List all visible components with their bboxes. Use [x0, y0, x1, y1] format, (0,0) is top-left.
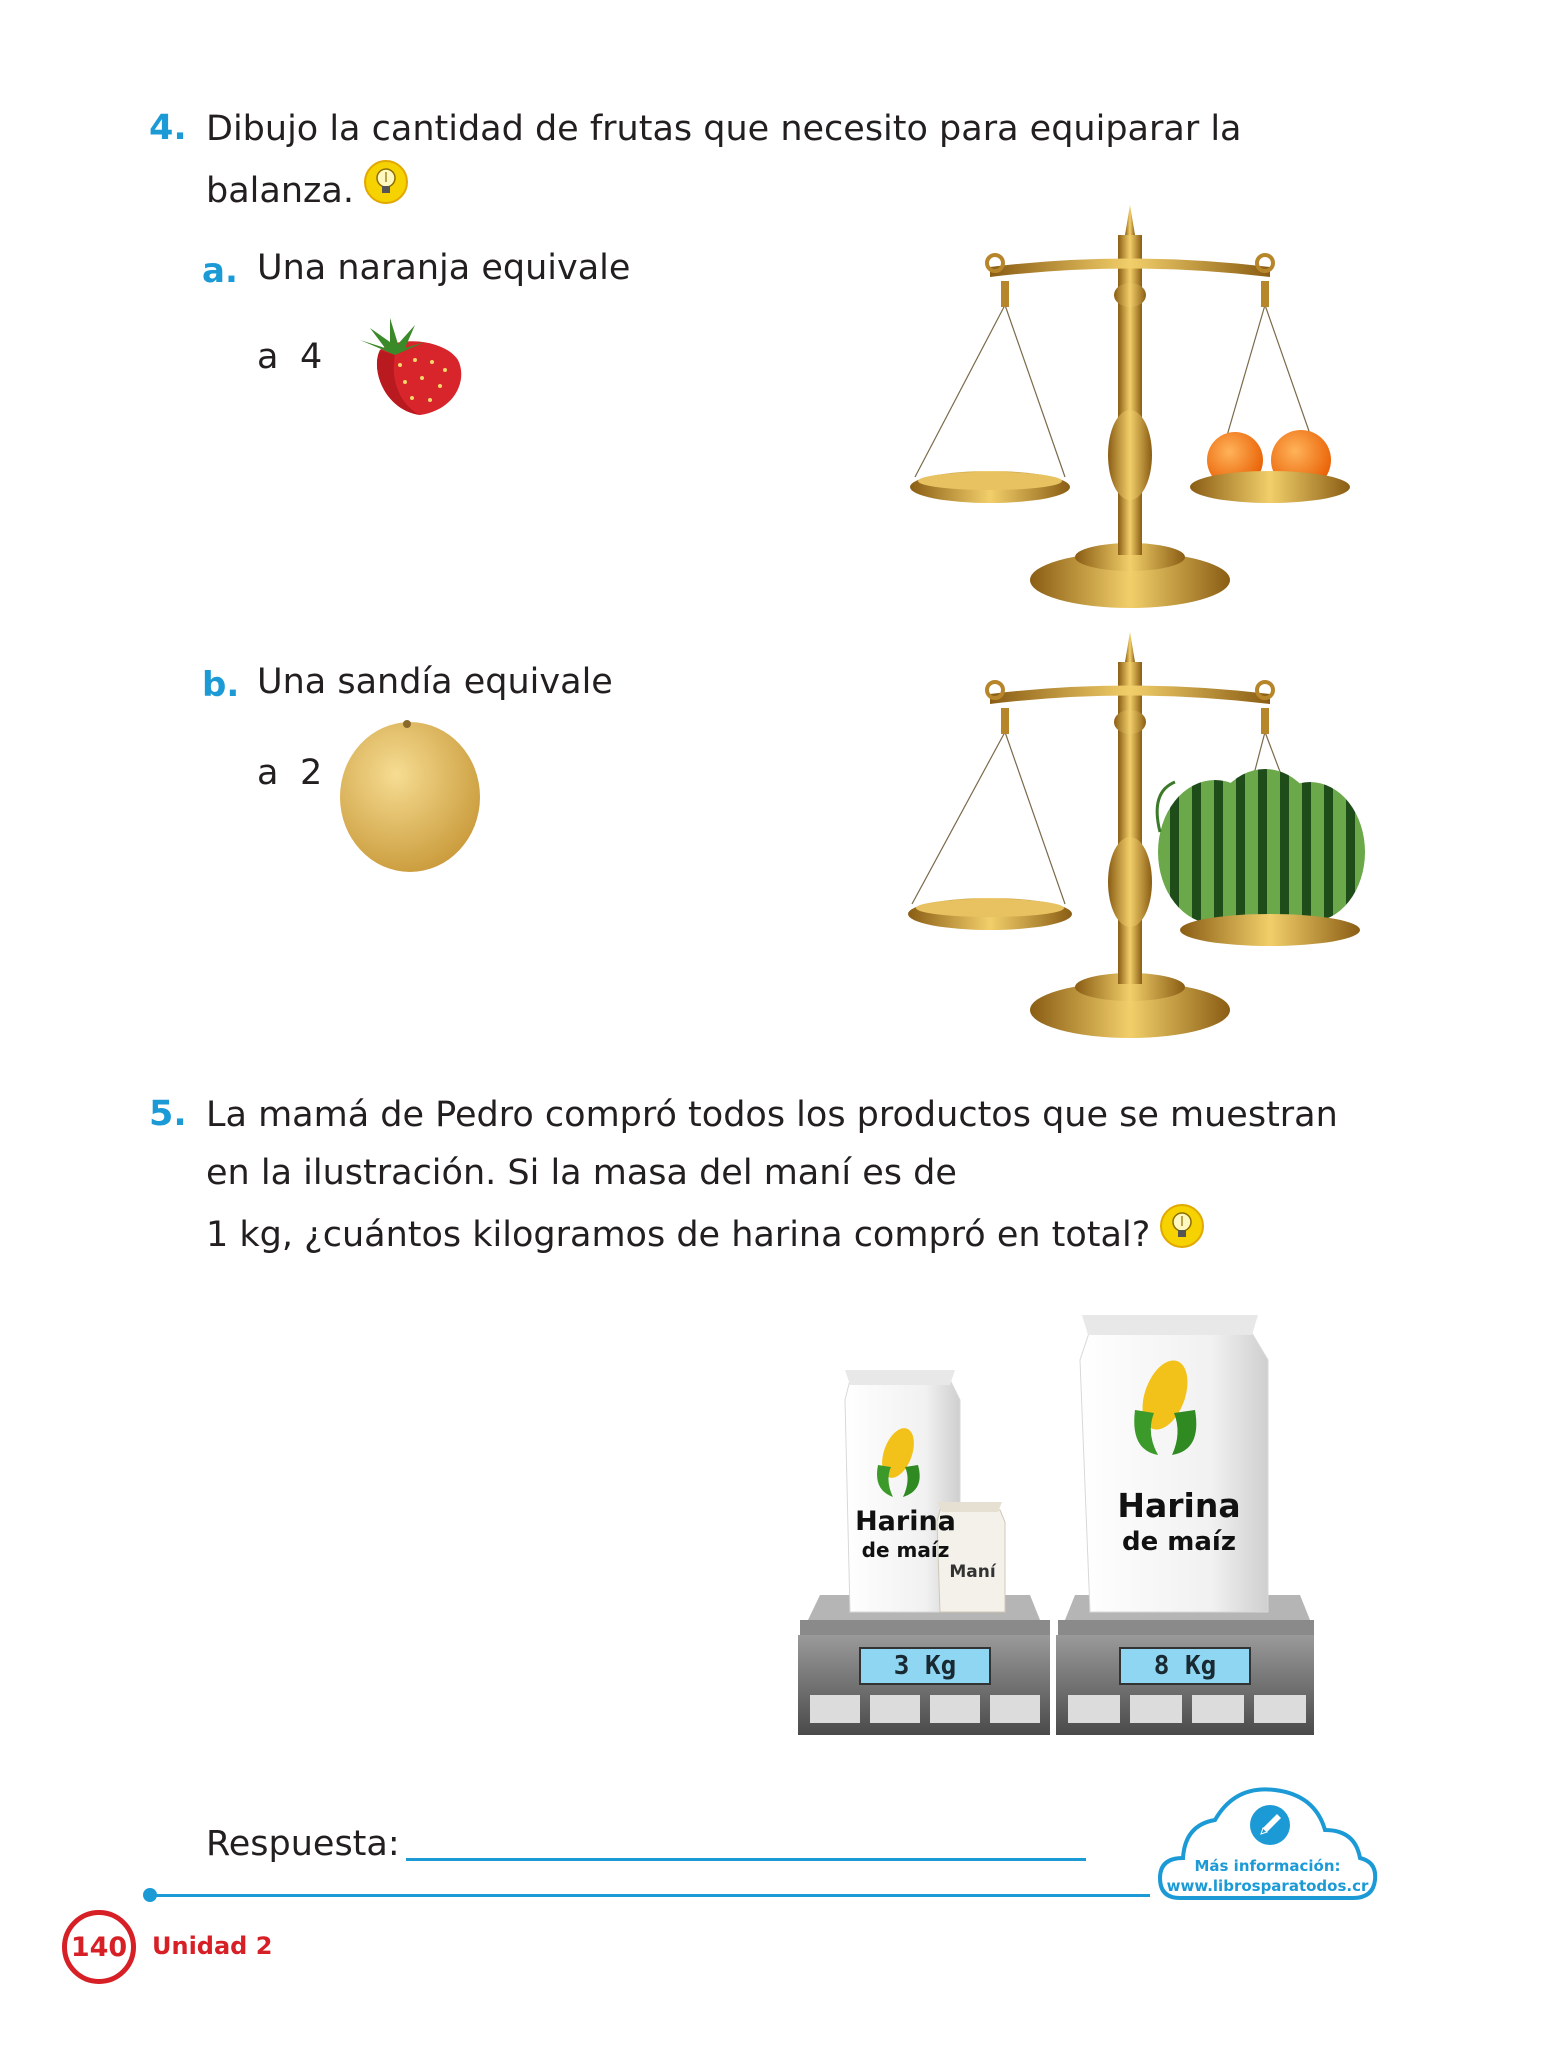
more-info-cloud[interactable]: [1155, 1780, 1380, 1910]
question-4-line1: Dibujo la cantidad de frutas que necesito para equiparar la: [206, 109, 1242, 149]
cloud-line1: Más información:: [1194, 1857, 1341, 1875]
balance-scale-oranges: [905, 205, 1355, 610]
answer-label: Respuesta:: [206, 1824, 400, 1864]
question-4b-text: Una sandía equivale: [257, 662, 613, 702]
scale2-display: 8 Kg: [1153, 1651, 1217, 1681]
question-5-line3-wrap: [206, 1202, 1406, 1268]
bag2-label-line1: Harina: [1117, 1486, 1241, 1525]
strawberry-icon: [340, 310, 470, 424]
kitchen-scales-illustration: [790, 1290, 1330, 1750]
question-4a-text: Una naranja equivale: [257, 248, 631, 288]
unit-label: Unidad 2: [152, 1932, 273, 1960]
bag1-label: [848, 1508, 963, 1564]
question-4a-prefix: a: [257, 337, 279, 377]
cloud-text: [1165, 1856, 1370, 1896]
question-4b-prefix: a: [257, 753, 279, 793]
question-5-text: [206, 1086, 1406, 1268]
melon-icon: [335, 715, 485, 879]
footer-rule-dot: [143, 1888, 157, 1902]
question-4b-count: 2: [300, 753, 323, 793]
cloud-line2[interactable]: www.librosparatodos.cr: [1166, 1877, 1369, 1895]
question-5-line3: 1 kg, ¿cuántos kilogramos de harina compró en total?: [206, 1215, 1151, 1255]
question-5-line2: en la ilustración. Si la masa del maní es de: [206, 1153, 957, 1193]
question-5-number: 5.: [149, 1094, 187, 1134]
question-4a-letter: a.: [202, 251, 238, 291]
question-4a-count: 4: [300, 337, 323, 377]
bag2-label-line2: de maíz: [1122, 1527, 1236, 1557]
page-number-text: 140: [70, 1931, 128, 1963]
question-4b-letter: b.: [202, 665, 240, 705]
balance-scale-watermelons: [900, 632, 1370, 1042]
page-number: [62, 1910, 136, 1984]
lightbulb-icon: [362, 158, 410, 224]
bag1-label-line2: de maíz: [861, 1538, 950, 1562]
bag1-label-line1: Harina: [855, 1506, 956, 1537]
mani-bag-label: Maní: [949, 1562, 996, 1582]
question-4-number: 4.: [149, 108, 187, 148]
scale1-display: 3 Kg: [893, 1651, 957, 1681]
question-5-line1: La mamá de Pedro compró todos los productos que se muestran: [206, 1095, 1338, 1135]
answer-line[interactable]: [406, 1858, 1086, 1861]
footer-rule: [150, 1894, 1150, 1897]
pencil-icon: [1247, 1802, 1293, 1852]
lightbulb-icon: [1158, 1202, 1206, 1268]
bag2-label: [1090, 1488, 1268, 1560]
question-4-line2: balanza.: [206, 171, 354, 211]
